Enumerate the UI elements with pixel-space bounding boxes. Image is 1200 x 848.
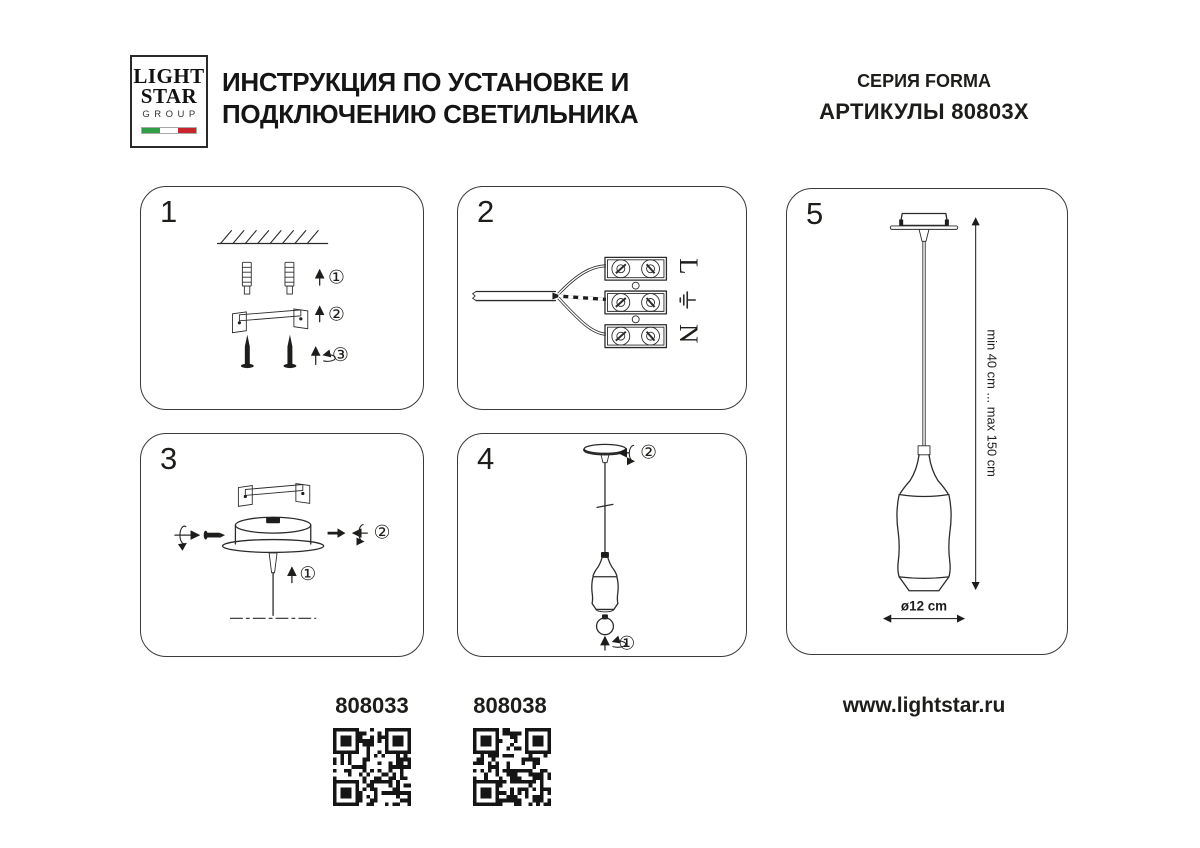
- mounting-bracket: [238, 484, 309, 507]
- series-name: СЕРИЯ FORMA: [857, 71, 991, 91]
- terminal-screws: [612, 260, 660, 345]
- down-rod: [230, 553, 315, 618]
- canopy: [584, 444, 626, 462]
- step3-diagram: [141, 434, 423, 656]
- article-number-1: 808033: [335, 693, 409, 718]
- wall-plug-icon: [242, 262, 251, 294]
- step-number: 4: [477, 441, 495, 476]
- screw-turn-icon: [353, 525, 367, 542]
- page-title: [222, 66, 638, 130]
- lamp-shade: [897, 446, 951, 591]
- screw-icon: [241, 335, 254, 368]
- italian-flag-bar: [141, 127, 197, 134]
- articles-code: АРТИКУЛЫ 80803X: [819, 99, 1029, 124]
- label-neutral-N: N: [674, 324, 705, 344]
- step-panel-1: [140, 186, 424, 410]
- screw-turn-icon: [619, 445, 634, 461]
- ceiling-hatch: [218, 231, 328, 244]
- step5-diagram: [787, 189, 1067, 654]
- callout-2: ②: [373, 522, 391, 544]
- canopy: [223, 517, 324, 552]
- height-range-label: min 40 cm ... max 150 cm: [984, 329, 1000, 477]
- title-line-2: ПОДКЛЮЧЕНИЮ СВЕТИЛЬНИКА: [222, 99, 639, 129]
- step-panel-4: [457, 433, 747, 657]
- step-panel-2: [457, 186, 747, 410]
- suspension-cable: [923, 241, 925, 446]
- earth-symbol: [680, 292, 695, 308]
- wire-neutral: [558, 298, 606, 334]
- wire-line: [558, 266, 606, 294]
- callout-2: ②: [328, 304, 345, 326]
- step4-diagram: [458, 434, 746, 656]
- terminal-block: [605, 257, 666, 347]
- step2-diagram: [458, 187, 746, 409]
- diameter-label: ø12 cm: [900, 598, 948, 614]
- callout-1: ①: [299, 564, 317, 586]
- screw-icon: [204, 531, 225, 540]
- step-number: 1: [160, 194, 178, 229]
- lightstar-logo: [130, 55, 208, 148]
- callout-2: ②: [640, 442, 658, 464]
- series-block: [788, 71, 1060, 125]
- qr-code-2: [473, 728, 551, 806]
- callout-1: ①: [328, 267, 345, 289]
- rotate-icon: [175, 526, 199, 544]
- qr-code-1: [333, 728, 411, 806]
- supply-cable: [473, 291, 562, 300]
- callout-1: ①: [618, 633, 636, 655]
- arrow-right-icon: [328, 528, 346, 538]
- mounting-bracket: [232, 309, 307, 333]
- step1-diagram: [141, 187, 423, 409]
- screw-icon: [283, 335, 296, 368]
- lamp-shade: [592, 552, 618, 612]
- label-line-L: L: [674, 258, 705, 275]
- step-number: 5: [806, 196, 824, 231]
- wire-earth: [558, 296, 606, 299]
- step-panel-5: [786, 188, 1068, 655]
- canopy: [890, 213, 958, 241]
- step-panel-3: [140, 433, 424, 657]
- logo-text-star: STAR: [140, 84, 198, 108]
- bulb-icon: [597, 614, 614, 634]
- logo-text-light: LIGHT: [133, 64, 205, 88]
- website-url: www.lightstar.ru: [842, 694, 1006, 717]
- wall-plug-icon: [285, 262, 294, 294]
- step-number: 2: [477, 194, 495, 229]
- title-line-1: ИНСТРУКЦИЯ ПО УСТАНОВКЕ И: [222, 67, 629, 97]
- logo-text-group: GROUP: [142, 109, 200, 120]
- callout-3: ③: [332, 344, 349, 366]
- article-number-2: 808038: [473, 693, 547, 718]
- step-number: 3: [160, 441, 178, 476]
